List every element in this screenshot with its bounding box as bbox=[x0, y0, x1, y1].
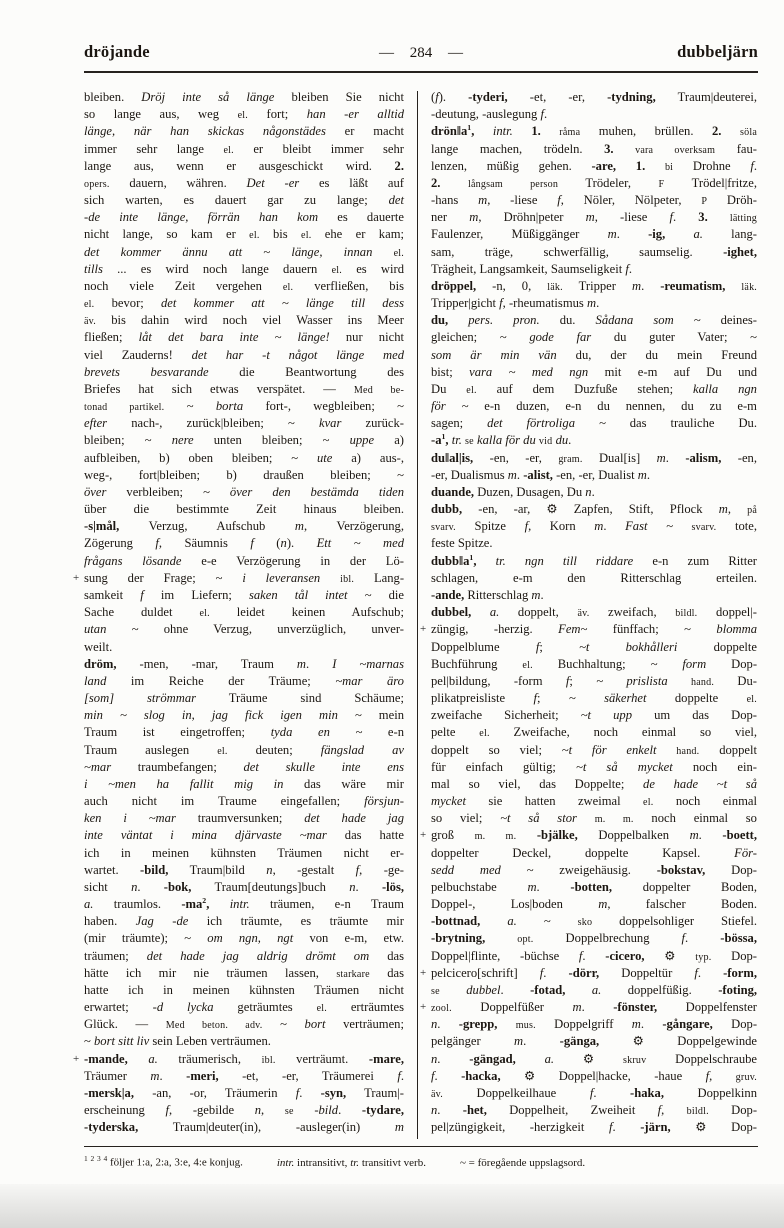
text-line: fließen; låt det bara inte ~ länge! nur nicht bbox=[84, 330, 404, 345]
text-line: bleiben. Dröj inte så länge bleiben Sie nicht bbox=[84, 90, 404, 104]
text-line: erscheinung f, -gebilde n, se -bild. -tydare, bbox=[84, 1103, 405, 1118]
text-line: Trägheit, Langsamkeit, Saumseligkeit f. bbox=[431, 261, 633, 276]
text-line: träumen; det hade jag aldrig drömt om das bbox=[84, 948, 404, 963]
dictionary-text-columns bbox=[73, 89, 760, 1139]
text-line: n. -het, Doppelheit, Zweiheit f, bildl. Dop- bbox=[431, 1103, 758, 1118]
text-line: für einfach gültig; ~t så mycket noch ein- bbox=[431, 759, 758, 774]
footer-conjugation-note: $^1$ $^2$ $^3$ $^4$ följer 1:a, 2:a, 3:e, 4:e konjug. bbox=[84, 1154, 243, 1169]
text-line: över verbleiben; ~ över den bestämda tiden bbox=[84, 484, 404, 499]
text-line: bleiben; ~ nere unten bleiben; ~ uppe a) bbox=[84, 433, 404, 448]
text-line: sam, träge, schwerfällig, saumselig. -ighet, bbox=[431, 244, 757, 259]
text-line: dröppel, -n, 0, läk. Tripper m. -reumatism, läk. bbox=[431, 278, 758, 293]
text-line: 2. långsam person Trödeler, F Trödel|fritze, bbox=[431, 175, 757, 190]
text-line: noch viele Zeit vergehen el. verfließen, bis bbox=[84, 278, 404, 293]
text-line: duande, Duzen, Dusagen, Du n. bbox=[431, 484, 595, 499]
header-rule bbox=[84, 71, 758, 73]
text-line: inte väntat i mina djärvaste ~mar das hatte bbox=[84, 828, 404, 843]
text-line: tonad partikel. ~ borta fort-, wegbleiben; ~ bbox=[84, 399, 404, 414]
text-line: frågans lösande e-e Verzögerung in der Lö- bbox=[84, 553, 404, 568]
text-line: ken i ~mar traumversunken; det hade jag bbox=[84, 811, 404, 826]
text-line: n. -gängad, a. ⚙ skruv Doppelschraube bbox=[431, 1051, 758, 1066]
text-line: über die bestimmte Zeit hinaus bleiben. bbox=[84, 502, 404, 517]
text-line: wartet. -bild, Traum|bild n, -gestalt f, -ge- bbox=[84, 862, 405, 877]
text-line: utan ~ ohne Verzug, unverzüglich, unver- bbox=[84, 622, 404, 637]
margin-plus-mark: + bbox=[420, 966, 427, 979]
text-line: -mersk|a, -an, -or, Träumerin f. -syn, Traum|- bbox=[84, 1085, 404, 1100]
header-right-keyword: dubbeljärn bbox=[677, 42, 758, 61]
text-line: viel Zauderns! det har -t något länge med bbox=[84, 347, 404, 362]
text-line: opers. dauern, währen. Det -er es läßt auf bbox=[84, 175, 404, 190]
left-column bbox=[73, 89, 405, 1139]
text-line: so lange aus, weg el. fort; han -er alltid bbox=[84, 107, 405, 122]
text-line: auch nicht im Traume eingefallen; försjun- bbox=[84, 794, 404, 809]
text-line: min ~ slog in, jag fick igen min ~ mein bbox=[84, 708, 404, 723]
text-line: pel|bildung, -form f; ~ prislista hand. Du- bbox=[431, 673, 757, 688]
text-line: hatte ich in meinen kühnsten Träumen nicht bbox=[84, 982, 404, 997]
text-line: länge, när han skickas någonstädes er macht bbox=[84, 124, 404, 139]
text-line: Buchführung el. Buchhaltung; ~ form Dop- bbox=[431, 656, 758, 671]
text-line: pel|züngigkeit, -herzigkeit f. -järn, ⚙ Dop- bbox=[431, 1120, 757, 1135]
margin-plus-mark: + bbox=[73, 1052, 80, 1065]
text-line: -hans m, -liese f, Nöler, Nölpeter, P Dröh- bbox=[431, 193, 758, 208]
text-line: + züngig, -herzig. Fem~ fünffach; ~ blomma bbox=[431, 621, 757, 638]
text-line: som är min vän du, der du mein Freund bbox=[431, 347, 757, 362]
text-line: Sache duldet el. leidet keinen Aufschub; bbox=[84, 605, 404, 620]
page-header bbox=[84, 42, 758, 62]
text-line: samkeit f im Liefern; saken tål intet ~ die bbox=[84, 587, 404, 602]
margin-plus-mark: + bbox=[420, 829, 427, 842]
text-line: ~ bort sitt liv sein Leben verträumen. bbox=[84, 1034, 271, 1049]
text-line: + -mande, a. träumerisch, ibl. verträumt. -mare, bbox=[84, 1051, 404, 1068]
text-line: hätte ich mir nie träumen lassen, starkare das bbox=[84, 965, 404, 980]
text-line: zweifache Sicherheit; ~t upp um das Dop- bbox=[431, 708, 757, 723]
text-line: du, pers. pron. du. Sådana som ~ deines- bbox=[431, 313, 757, 328]
text-line: lenzen, müßig gehen. -are, 1. bi Drohne f. bbox=[431, 158, 757, 173]
text-line: pelbuchstabe m. -botten, doppelter Boden, bbox=[431, 879, 757, 894]
text-line: $-a^1$, tr. se kalla för du vid du. bbox=[431, 432, 572, 448]
text-line: dubbel, a. doppelt, äv. zweifach, bildl. doppel|- bbox=[431, 605, 757, 620]
text-line: -tyderska, Traum|deuter(in), -ausleger(in) m bbox=[84, 1120, 404, 1135]
page-number: — 284 — bbox=[379, 45, 463, 61]
text-line: Tripper|gicht f, -rheumatismus m. bbox=[431, 296, 600, 311]
text-line: Doppel|flinte, -büchse f. -cicero, ⚙ typ. Dop- bbox=[431, 948, 758, 963]
text-line: n. -grepp, mus. Doppelgriff m. -gångare, Dop- bbox=[431, 1017, 758, 1032]
text-line: äv. bis dahin wird noch viel Wasser ins Meer bbox=[84, 313, 404, 328]
text-line: weg-, fort|bleiben; b) draußen bleiben; ~ bbox=[84, 467, 404, 482]
text-line: ner m, Dröhn|peter m, -liese f. 3. lätting bbox=[431, 210, 758, 225]
text-line: -s|mål, Verzug, Aufschub m, Verzögerung, bbox=[84, 519, 404, 534]
text-line: feste Spitze. bbox=[431, 536, 493, 551]
text-line: tills ... es wird noch lange dauern el. es wird bbox=[84, 261, 405, 276]
text-line: Glück. — Med beton. adv. ~ bort verträumen; bbox=[84, 1017, 404, 1032]
text-line: Du el. auf dem Duzfuße stehen; kalla ngn bbox=[431, 381, 757, 396]
text-line: mal so viel, das Doppelte; de hade ~t så bbox=[431, 776, 758, 791]
text-line: [som] strömmar Träume sind Schäume; bbox=[84, 691, 404, 706]
text-line: svarv. Spitze f, Korn m. Fast ~ svarv. tote, bbox=[431, 519, 758, 534]
text-line: schlagen, e-m den Ritterschlag erteilen. bbox=[431, 570, 757, 585]
footer-tilde-note: ~ = föregående uppslagsord. bbox=[459, 1156, 586, 1169]
text-line: $dubb‖a^1$, tr. ngn till riddare e-n zum Ritter bbox=[431, 552, 757, 568]
text-line: Traum auslegen el. deuten; fängslad av bbox=[84, 742, 404, 757]
text-line: det kommer ännu att ~ länge, innan el. bbox=[84, 244, 404, 259]
text-line: Doppel-, Los|boden m, falscher Boden. bbox=[431, 897, 757, 912]
text-line: Faulenzer, Müßiggänger m. -ig, a. lang- bbox=[431, 227, 758, 242]
text-line: dubb, -en, -ar, ⚙ Zapfen, Stift, Pflock m, på bbox=[431, 502, 758, 517]
text-line: -er, Dualismus m. -alist, -en, -er, Dualist m. bbox=[431, 467, 651, 482]
text-line: haben. Jag -de ich träumte, es träumte mir bbox=[84, 914, 404, 929]
text-line: ~mar traumbefangen; det skulle inte ens bbox=[84, 759, 404, 774]
text-line: lange aus, wenn er ausgeschickt wird. 2. bbox=[84, 158, 404, 173]
right-column bbox=[420, 89, 758, 1139]
text-line: weilt. bbox=[84, 639, 113, 654]
text-line: sedd med ~ zweigehäusig. -bokstav, Dop- bbox=[431, 862, 757, 877]
text-line: immer sehr lange el. er bleibt immer sehr bbox=[84, 141, 405, 156]
text-line: pelte el. Zweifache, noch einmal so viel, bbox=[431, 725, 758, 740]
scan-edge-artifact bbox=[0, 1184, 784, 1228]
margin-plus-mark: + bbox=[420, 1001, 427, 1014]
text-line: lange machen, trödeln. 3. vara overksam fau- bbox=[431, 141, 757, 156]
text-line: ich in meinen kühnsten Träumen nicht er- bbox=[84, 845, 404, 860]
text-line: + pelcicero[schrift] f. -dörr, Doppeltür f. -form, bbox=[431, 965, 757, 982]
text-line: sagen; det förtroliga ~ das trauliche Du. bbox=[431, 416, 758, 431]
text-line: gleichen; ~ gode far du guter Vater; ~ bbox=[431, 330, 757, 345]
text-line: land im Reiche der Träume; ~mar äro bbox=[84, 673, 404, 688]
text-line: -bottnad, a. ~ sko doppelsohliger Stiefel. bbox=[431, 914, 758, 929]
text-line: erwartet; -d lycka geträumtes el. erträumtes bbox=[84, 1000, 404, 1015]
text-line: a. traumlos. $-ma^2$, intr. träumen, e-n Traum bbox=[84, 895, 404, 912]
text-line: nicht lange, so kam er el. bis el. ehe er kam; bbox=[84, 227, 404, 242]
text-line: -deutung, -auslegung f. bbox=[431, 107, 548, 122]
footer-abbreviations bbox=[84, 1154, 758, 1169]
text-line: doppelt so viel; ~t för enkelt hand. doppelt bbox=[431, 742, 757, 757]
text-line: sich warten, es dauert gar zu lange; det bbox=[84, 193, 404, 208]
text-line: sicht n. -bok, Traum[deutungs]buch n. -lös, bbox=[84, 879, 404, 894]
text-line: f. -hacka, ⚙ Doppel|hacke, -haue f, gruv. bbox=[431, 1068, 758, 1083]
footer-verb-note: intr. intransitivt, tr. transitivt verb. bbox=[276, 1156, 426, 1169]
text-line: -de inte länge, förrän han kom es dauerte bbox=[84, 210, 404, 225]
text-line: aufbleiben, b) oben bleiben; ~ ute a) aus-, bbox=[84, 450, 404, 465]
text-line: Briefes hat sich etwas verspätet. — Med be- bbox=[84, 381, 404, 396]
text-line: i ~men ha fallit mig in das wäre mir bbox=[84, 776, 404, 791]
text-line: efter nach-, zurück|bleiben; ~ kvar zurück- bbox=[84, 416, 405, 431]
text-line: el. bevor; det kommer att ~ länge till dess bbox=[84, 296, 404, 311]
text-line: + zool. Doppelfüßer m. -fönster, Doppelfenster bbox=[431, 999, 757, 1016]
text-line: plikatpreisliste f; ~ säkerhet doppelte el. bbox=[431, 691, 758, 706]
text-line: -brytning, opt. Doppelbrechung f. -bössa, bbox=[431, 931, 757, 946]
text-line: dröm, -men, -mar, Traum m. I ~marnas bbox=[84, 656, 405, 671]
text-line: bist; vara ~ med ngn mit e-m auf Du und bbox=[431, 364, 758, 379]
text-line: + sung der Frage; ~ i leveransen ibl. Lang- bbox=[84, 570, 404, 587]
footer-rule bbox=[84, 1146, 758, 1147]
text-line: brevets besvarande die Beantwortung des bbox=[84, 364, 405, 379]
text-line: Traum ist eingetroffen; tyda en ~ e-n bbox=[84, 725, 405, 740]
text-line: äv. Doppelkeilhaue f. -haka, Doppelkinn bbox=[431, 1085, 757, 1100]
text-line: Doppelblume f; ~t bokhålleri doppelte bbox=[431, 639, 758, 654]
text-line: -ande, Ritterschlag m. bbox=[431, 587, 544, 602]
column-divider-rule bbox=[417, 91, 418, 1139]
header-left-keyword: dröjande bbox=[84, 42, 150, 61]
text-line: doppelter Deckel, doppelte Kapsel. För- bbox=[431, 845, 757, 860]
text-line: $drön‖a^1$, intr. 1. råma muhen, brüllen. 2. söla bbox=[431, 123, 758, 139]
text-line: se dubbel. -fotad, a. doppelfüßig. -foting, bbox=[431, 982, 758, 997]
text-line: för ~ e-n duzen, e-n du nennen, du zu e-m bbox=[431, 399, 757, 414]
text-line: pelgänger m. -gänga, ⚙ Doppelgewinde bbox=[431, 1034, 757, 1049]
text-line: so viel; ~t så stor m. m. noch einmal so bbox=[431, 811, 757, 826]
text-line: (mir träumte); ~ om ngn, ngt von e-m, etw. bbox=[84, 931, 404, 946]
text-line: mycket sie hatten zweimal el. noch einmal bbox=[431, 794, 757, 809]
margin-plus-mark: + bbox=[420, 623, 427, 636]
margin-plus-mark: + bbox=[73, 571, 80, 584]
text-line: Zögerung f, Säumnis f (n). Ett ~ med bbox=[84, 536, 404, 551]
text-line: (f). -tyderi, -et, -er, -tydning, Traum|deuterei, bbox=[431, 90, 757, 104]
text-line: + groß m. m. -bjälke, Doppelbalken m. -boett, bbox=[431, 827, 757, 844]
text-line: du‖al|is, -en, -er, gram. Dual[is] m. -alism, -en, bbox=[431, 450, 757, 465]
text-line: Träumer m. -meri, -et, -er, Träumerei f. bbox=[84, 1068, 405, 1083]
